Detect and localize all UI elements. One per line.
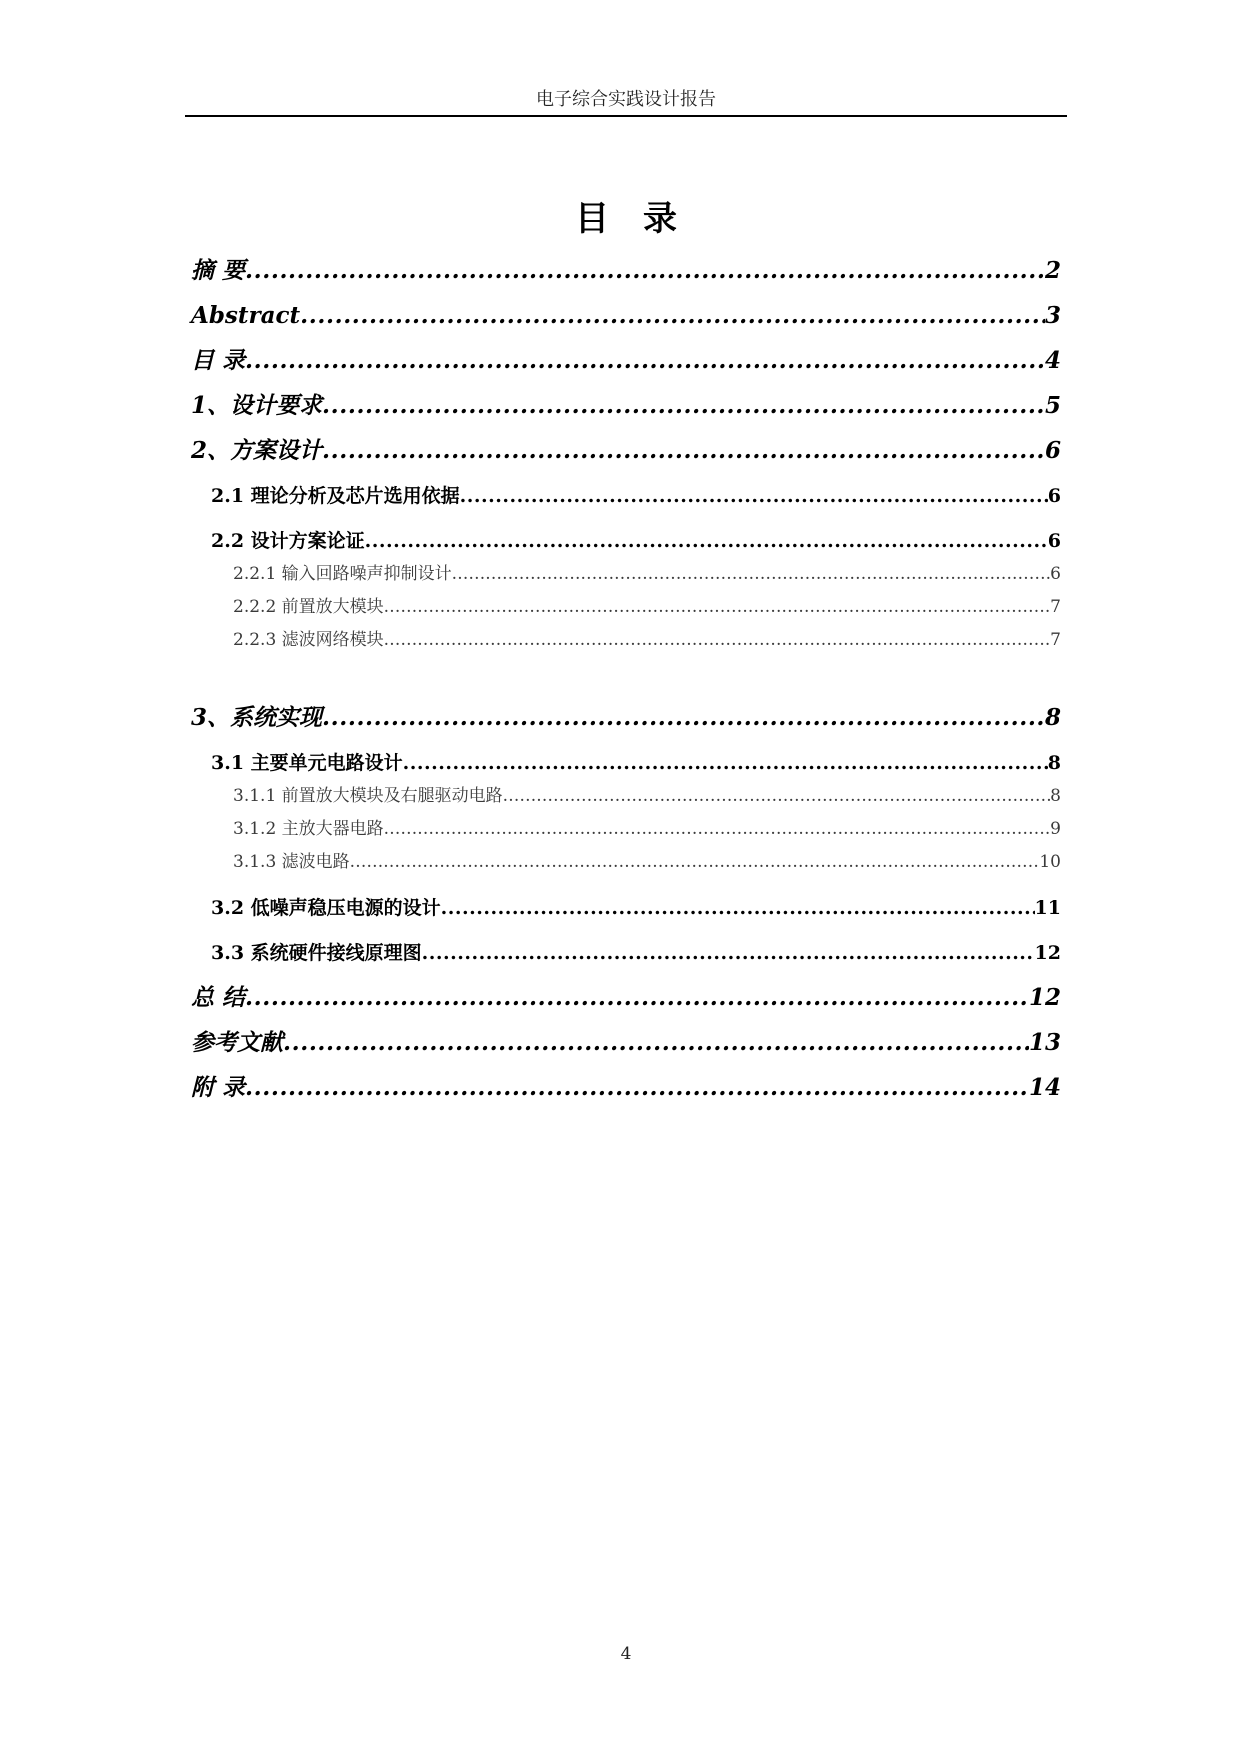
toc-entry-page: 13: [1028, 1029, 1061, 1056]
toc-entry-label: 目 录: [191, 347, 246, 374]
toc-dot-leader: [384, 596, 1051, 618]
toc-entry-page: 14: [1028, 1074, 1061, 1101]
toc-entry-section-3-1[interactable]: [211, 750, 1061, 776]
toc-entry-subsection-3-1-3[interactable]: [233, 851, 1061, 873]
toc-entry-abstract-cn[interactable]: [191, 256, 1061, 286]
toc-entry-page: 7: [1050, 597, 1061, 617]
toc-entry-label: 3.2 低噪声稳压电源的设计: [211, 897, 441, 919]
toc-dot-leader: [384, 818, 1051, 840]
toc-entry-label: 2.1 理论分析及芯片选用依据: [211, 485, 460, 507]
page-number: 4: [620, 1644, 632, 1664]
toc-entry-label: 总 结: [191, 984, 246, 1011]
toc-entry-page: 6: [1047, 530, 1061, 552]
toc-entry-label: 参考文献: [191, 1029, 283, 1056]
toc-dot-leader: [322, 391, 1045, 421]
toc-entry-page: 6: [1050, 564, 1061, 584]
toc-entry-label: 附 录: [191, 1074, 246, 1101]
toc-entry-label: 2.2.3 滤波网络模块: [233, 630, 384, 650]
toc-dot-leader: [452, 563, 1051, 585]
toc-dot-leader: [422, 940, 1035, 966]
toc-entry-page: 5: [1044, 392, 1061, 419]
toc-entry-page: 8: [1047, 752, 1061, 774]
toc-entry-label: 摘 要: [191, 257, 246, 284]
toc-entry-page: 12: [1034, 942, 1061, 964]
toc-entry-label: 3.1.1 前置放大模块及右腿驱动电路: [233, 786, 503, 806]
toc-entry-label: 3.1.3 滤波电路: [233, 852, 350, 872]
toc-entry-label: Abstract: [191, 302, 301, 329]
toc-entry-subsection-2-2-2[interactable]: [233, 596, 1061, 618]
toc-entry-subsection-3-1-2[interactable]: [233, 818, 1061, 840]
toc-dot-leader: [403, 750, 1048, 776]
toc-dot-leader: [350, 851, 1040, 873]
toc-entry-label: 3.1.2 主放大器电路: [233, 819, 384, 839]
toc-entry-chapter-3[interactable]: [191, 703, 1061, 733]
toc-entry-page: 12: [1028, 984, 1061, 1011]
toc-dot-leader: [365, 528, 1048, 554]
toc-entry-page: 11: [1034, 897, 1061, 919]
toc-entry-page: 7: [1050, 630, 1061, 650]
toc-entry-subsection-2-2-3[interactable]: [233, 629, 1061, 651]
toc-entry-label: 2.2.1 输入回路噪声抑制设计: [233, 564, 452, 584]
toc-dot-leader: [245, 256, 1045, 286]
toc-entry-contents[interactable]: [191, 346, 1061, 376]
toc-entry-section-2-1[interactable]: [211, 483, 1061, 509]
toc-dot-leader: [322, 436, 1045, 466]
toc-entry-page: 6: [1047, 485, 1061, 507]
toc-entry-subsection-2-2-1[interactable]: [233, 563, 1061, 585]
toc-entry-section-2-2[interactable]: [211, 528, 1061, 554]
toc-entry-label: 2、方案设计: [191, 437, 323, 464]
toc-entry-label: 3.3 系统硬件接线原理图: [211, 942, 422, 964]
toc-entry-page: 6: [1044, 437, 1061, 464]
toc-entry-abstract-en[interactable]: [191, 301, 1061, 331]
toc-entry-label: 2.2.2 前置放大模块: [233, 597, 384, 617]
toc-entry-references[interactable]: [191, 1028, 1061, 1058]
toc-entry-page: 8: [1044, 704, 1061, 731]
toc-title: 目录: [575, 199, 711, 239]
toc-dot-leader: [300, 301, 1045, 331]
toc-entry-page: 9: [1050, 819, 1061, 839]
toc-entry-label: 2.2 设计方案论证: [211, 530, 365, 552]
toc-entry-section-3-2[interactable]: [211, 895, 1061, 921]
toc-entry-subsection-3-1-1[interactable]: [233, 785, 1061, 807]
toc-dot-leader: [503, 785, 1051, 807]
toc-entry-label: 1、设计要求: [191, 392, 323, 419]
toc-entry-page: 10: [1039, 852, 1061, 872]
toc-entry-section-3-3[interactable]: [211, 940, 1061, 966]
toc-entry-appendix[interactable]: [191, 1073, 1061, 1103]
toc-dot-leader: [322, 703, 1045, 733]
toc-dot-leader: [245, 983, 1029, 1013]
toc-entry-page: 3: [1044, 302, 1061, 329]
toc-entry-label: 3、系统实现: [191, 704, 323, 731]
toc-entry-summary[interactable]: [191, 983, 1061, 1013]
toc-entry-page: 2: [1044, 257, 1061, 284]
toc-dot-leader: [441, 895, 1035, 921]
toc-dot-leader: [245, 346, 1045, 376]
toc-entry-page: 4: [1044, 347, 1061, 374]
toc-dot-leader: [460, 483, 1048, 509]
toc-entry-page: 8: [1050, 786, 1061, 806]
toc-entry-chapter-1[interactable]: [191, 391, 1061, 421]
page-header-title: 电子综合实践设计报告: [536, 89, 716, 110]
toc-dot-leader: [384, 629, 1051, 651]
toc-entry-chapter-2[interactable]: [191, 436, 1061, 466]
toc-dot-leader: [245, 1073, 1029, 1103]
toc-dot-leader: [283, 1028, 1029, 1058]
toc-entry-label: 3.1 主要单元电路设计: [211, 752, 403, 774]
